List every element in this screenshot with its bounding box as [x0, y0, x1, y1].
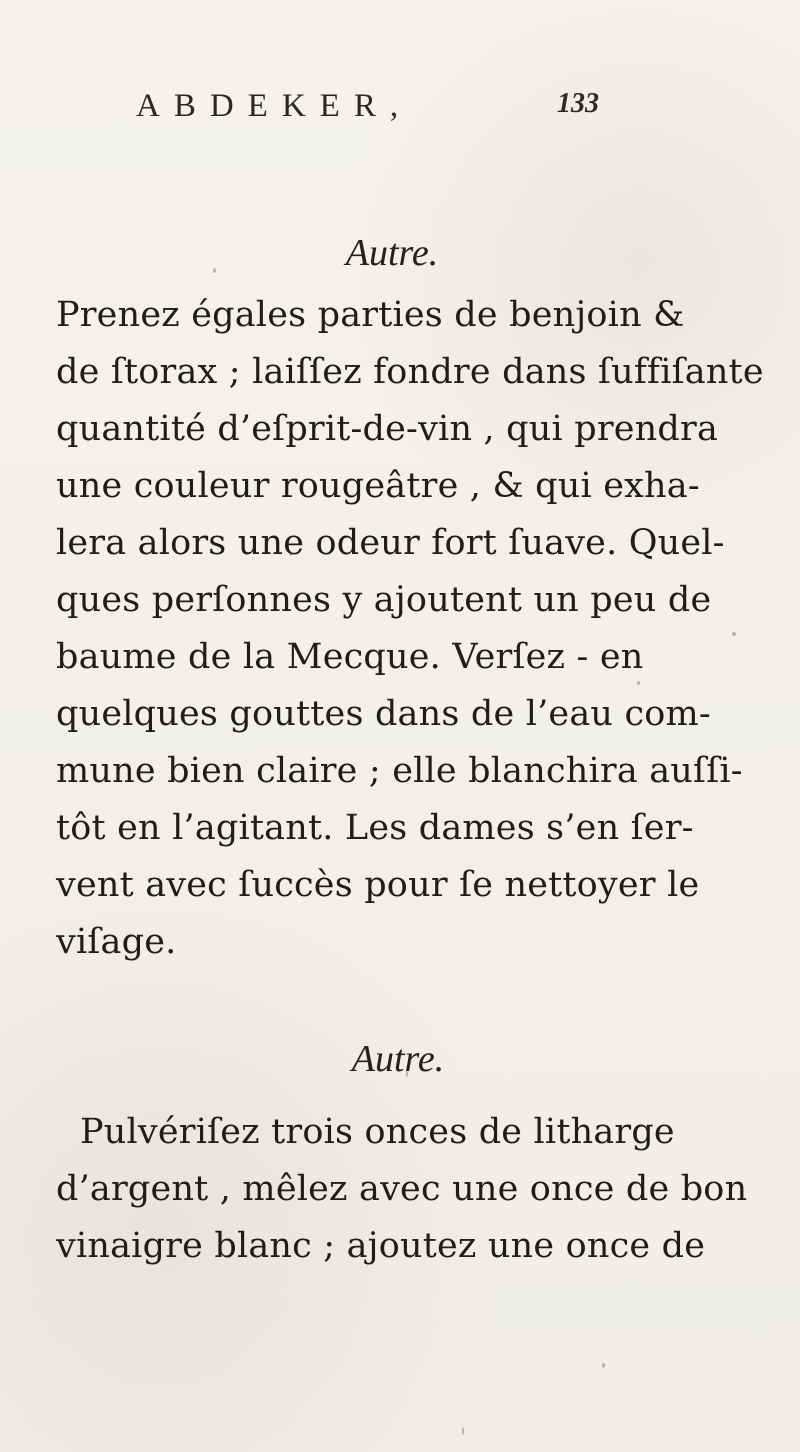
text-line: vent avec ſuccès pour ſe nettoyer le	[56, 865, 700, 905]
paper-speck	[289, 551, 292, 556]
text-line: d’argent , mêlez avec une once de bon	[56, 1169, 748, 1209]
text-line: quantité d’eſprit-de-vin , qui prendra	[56, 409, 719, 449]
text-line: Prenez égales parties de benjoin &	[56, 295, 685, 335]
text-line: de ſtorax ; laiſſez fondre dans ſuffiſante	[56, 352, 764, 392]
text-line: une couleur rougeâtre , & qui exha-	[56, 466, 700, 506]
paper-speck	[732, 632, 736, 636]
section-title: Autre.	[351, 1038, 445, 1080]
text-line: ques perſonnes y ajoutent un peu de	[56, 580, 712, 620]
text-line: quelques gouttes dans de l’eau com-	[56, 694, 711, 734]
text-line: Pulvériſez trois onces de litharge	[80, 1112, 675, 1152]
text-line: vinaigre blanc ; ajoutez une once de	[56, 1226, 706, 1266]
paper-speck	[462, 1427, 464, 1435]
text-line: tôt en l’agitant. Les dames s’en ſer-	[56, 808, 694, 848]
paper-speck	[213, 268, 216, 273]
running-title: ABDEKER,	[136, 88, 413, 124]
text-line: baume de la Mecque. Verſez - en	[56, 637, 644, 677]
text-line: viſage.	[56, 922, 177, 962]
text-line: lera alors une odeur fort ſuave. Quel-	[56, 523, 725, 563]
paper-speck	[602, 1363, 605, 1368]
paper-speck	[637, 681, 640, 685]
running-head	[0, 70, 800, 130]
section-title: Autre.	[345, 232, 439, 274]
paper-speck	[406, 1071, 408, 1077]
text-line: mune bien claire ; elle blanchira auſſi-	[56, 751, 743, 791]
page-number: 133	[557, 88, 599, 119]
